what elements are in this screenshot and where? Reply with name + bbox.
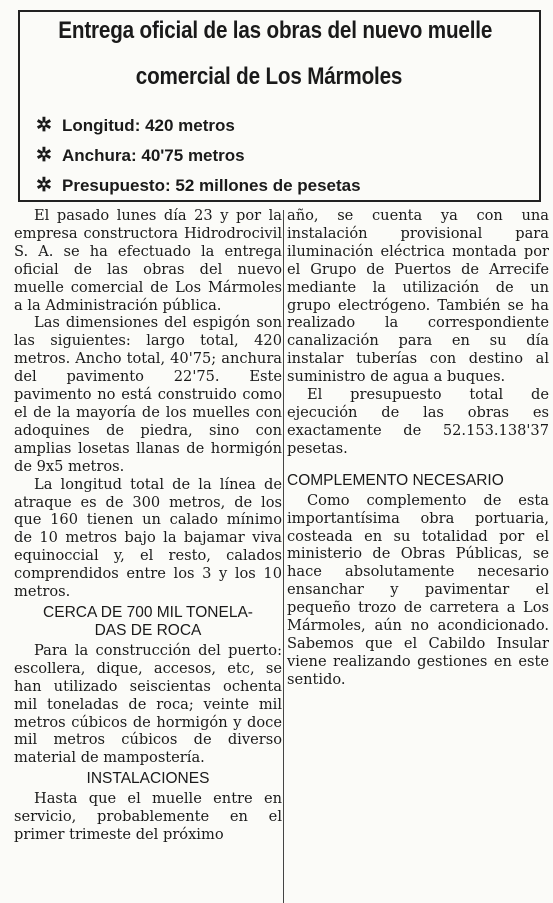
fact-presupuesto <box>36 174 361 197</box>
paragraph: El presupuesto total de ejecución de las obras es exactamente de 52.153.138'37 pesetas. <box>287 386 549 457</box>
gear-icon: ✲ <box>36 115 52 136</box>
section-heading <box>14 604 282 640</box>
fact-longitud <box>36 114 235 137</box>
paragraph: Las dimensiones del espigón son las siguientes: largo total, 420 metros. Ancho total, 40'75; anchura del pavimento 22'75. Este pavimento no está construido como el de la mayoría de los muelles con adoquines de piedra, sino con amplias losetas llanas de hormigón de 9x5 metros. <box>14 314 282 475</box>
fact-label: Anchura: <box>62 146 137 165</box>
headline-line-1: Entrega oficial de las obras del nuevo muelle <box>58 17 493 44</box>
paragraph: La longitud total de la línea de atraque es de 300 metros, de los que 160 tienen un calado mínimo de 10 metros bajo la bajamar viva equinoccial y, el resto, calados comprendidos entre los 3 y los 10 metros. <box>14 475 282 601</box>
left-column <box>14 207 282 844</box>
fact-value: 52 millones de pesetas <box>175 176 361 195</box>
fact-value: 40'75 metros <box>141 146 245 165</box>
gear-icon: ✲ <box>36 175 52 196</box>
paragraph: Como complemento de esta importantísima obra portuaria, costeada en su totalidad por el ministerio de Obras Públicas, se hace absolutamente necesario ensanchar y pavimentar el pequeño trozo de carretera a Los Mármoles, aún no acondicionado. Sabemos que el Cabildo Insular viene realizando gestiones en este sentido. <box>287 491 549 688</box>
paragraph: Hasta que el muelle entre en servicio, probablemente en el primer trimeste del próximo <box>14 790 282 844</box>
right-column <box>287 207 549 689</box>
fact-label: Presupuesto: <box>62 176 171 195</box>
section-heading-line: CERCA DE 700 MIL TONELA- <box>43 603 253 621</box>
section-heading: COMPLEMENTO NECESARIO <box>287 471 504 489</box>
paragraph: año, se cuenta ya con una instalación provisional para iluminación eléctrica montada por el Grupo de Puertos de Arrecife mediante la utilización de un grupo electrógeno. También se ha realizado la correspondiente canalización para en su día instalar tuberías con destino al suministro de agua a buques. <box>287 207 549 386</box>
fact-label: Longitud: <box>62 116 141 135</box>
headline-line-2: comercial de Los Mármoles <box>135 63 403 90</box>
section-heading: INSTALACIONES <box>86 770 210 788</box>
column-divider <box>283 210 284 903</box>
gear-icon: ✲ <box>36 145 52 166</box>
fact-value: 420 metros <box>145 116 235 135</box>
paragraph: El pasado lunes día 23 y por la empresa constructora Hidrodrocivil S. A. se ha efectuado la entrega oficial de las obras del nuevo muelle comercial de Los Mármoles a la Administración pública. <box>14 207 282 314</box>
paragraph: Para la construcción del puerto: escollera, dique, accesos, etc, se han utilizado seiscientas ochenta mil toneladas de roca; veinte mil metros cúbicos de hormigón y doce mil metros cúbicos de diverso material de mampostería. <box>14 641 282 767</box>
section-heading-line: DAS DE ROCA <box>94 621 202 639</box>
fact-anchura <box>36 144 245 167</box>
